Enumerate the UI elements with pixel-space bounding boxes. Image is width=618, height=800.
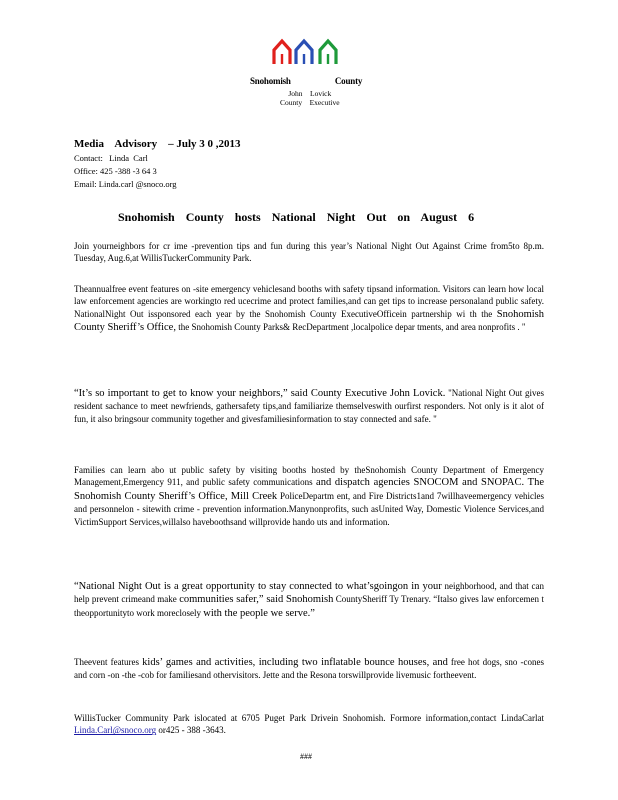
contact-line: Contact: Linda Carl <box>74 153 148 163</box>
paragraph-exec-quote: “It’s so important to get to know your neighbors,” said County Executive John Lovick. "National Night Out gives resident sachance to meet newfriends, gathersafety tips,and familiarize themselveswith ourfirst responders. Not only is it alot of fun, it also bringsour community together and givesfamiliesinformation to stay connected and safe. " <box>74 388 544 424</box>
headline: Snohomish County hosts National Night Out on August 6 <box>118 210 475 224</box>
paragraph-activities: Theevent features kids’ games and activities, including two inflatable bounce houses, and free hot dogs, sno -cones and corn -on -the -cob for familiesand othervisitors. Jette and the Resona torswillprovide livemusic fortheevent. <box>74 657 545 681</box>
paragraph-intro: Join yourneighbors for cr ime -prevention tips and fun during this year’s National Night Out Against Crime from5to 8p.m. Tuesday, Aug.6,at WillisTuckerCommunity Park. <box>74 241 544 264</box>
org-name-part2: County <box>334 76 363 86</box>
paragraph-event: Theannualfree event features on -site emergency vehiclesand booths with safety tipsand information. Visitors can learn how local law enforcement agencies are workingto red ucecrime and protect families,and can get tips to increase personaland public safety. NationalNight Out issponsored each year by the Snohomish County ExecutiveOfficein partnership wi th the Snohomish County Sheriff’s Office, the Snohomish County Parks& RecDepartment ,localpolice depar tments, and area nonprofits . " <box>74 284 544 334</box>
org-name <box>250 76 362 86</box>
office-line: Office: 425 -388 -3 64 3 <box>74 166 157 176</box>
email-line: Email: Linda.carl @snoco.org <box>74 179 177 189</box>
email-link[interactable]: Linda.Carl@snoco.org <box>74 725 157 736</box>
advisory-title: Media Advisory – July 3 0 ,2013 <box>74 138 241 150</box>
executive-name: John Lovick <box>288 89 332 98</box>
org-name-part1: Snohomish <box>250 76 291 86</box>
executive-title: County Executive <box>280 98 340 107</box>
paragraph-sheriff-quote: “National Night Out is a great opportunity to stay connected to what’sgoingon in your neighborhood, and that can help prevent crimeand make communities safer,” said Snohomish CountySheriff Ty Trenary. “Italso gives law enforcemen t theopportunityto work moreclosely with the people we serve.” <box>74 581 544 619</box>
end-mark: ### <box>300 752 312 761</box>
paragraph-booths: Families can learn abo ut public safety by visiting booths hosted by theSnohomish County Department of Emergency Management,Emergency 911, and public safety communications and dispatch agencies SNOCOM and SNOPAC. The Snohomish County Sheriff’s Office, Mill Creek PoliceDepartm ent, and Fire Districts1and 7willhaveemergency vehicles and personnelon - sitewith crime - prevention information.Manynonprofits, such asUnited Way, Domestic Violence Services,and VictimSupport Services,willalso haveboothsand willprovide hando uts and information. <box>74 465 545 527</box>
paragraph-location: WillisTucker Community Park islocated at 6705 Puget Park Drivein Snohomish. Formore information,contact LindaCarlat Linda.Carl@snoco.org or425 - 388 -3643. <box>74 713 544 736</box>
executive-block <box>280 89 340 107</box>
snohomish-county-logo <box>270 36 344 66</box>
